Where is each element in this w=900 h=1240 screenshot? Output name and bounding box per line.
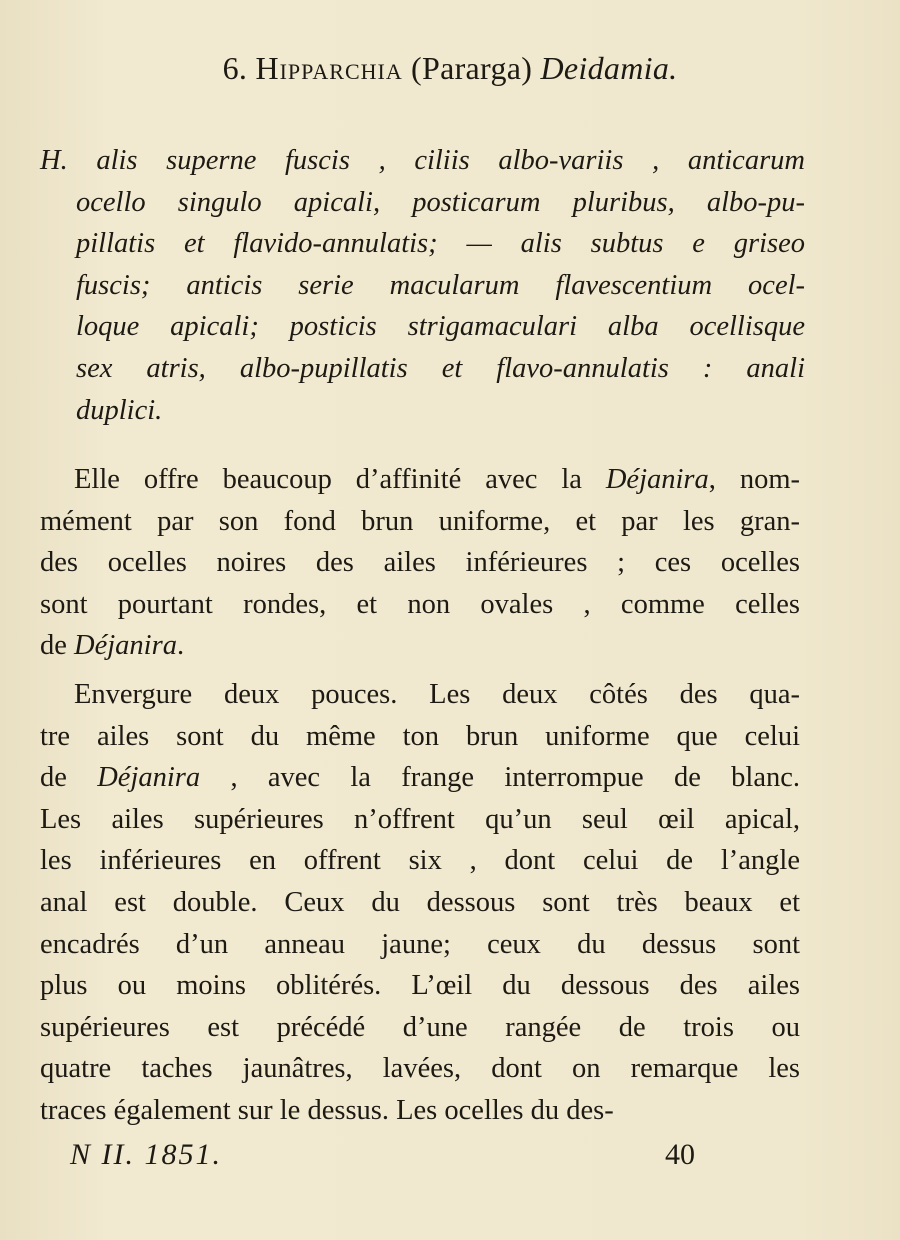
text-line — [40, 799, 800, 841]
text-segment: , nom- — [708, 464, 800, 495]
species-reference: Déjanira — [74, 630, 177, 662]
text-line — [40, 584, 800, 626]
text-segment: des ocelles noires des ailes inférieures ; ces ocelles — [40, 547, 800, 579]
text-line — [40, 965, 800, 1007]
text-line — [40, 1007, 800, 1049]
text-segment: traces également sur le dessus. Les ocelles du des- — [40, 1094, 614, 1126]
text-segment: Elle offre beaucoup d’affinité avec la — [74, 464, 606, 495]
text-segment: anal est double. Ceux du dessous sont très beaux et — [40, 886, 800, 918]
text-line — [40, 1048, 800, 1090]
text-segment: Envergure deux pouces. Les deux côtés des qua- — [74, 679, 800, 710]
text-segment: de — [40, 630, 75, 662]
species-heading — [0, 50, 900, 87]
latin-line: duplici. — [76, 394, 163, 426]
text-segment: , avec la frange interrompue de blanc. — [200, 762, 801, 794]
text-line — [40, 716, 800, 758]
species-number: 6. — [222, 50, 248, 86]
text-segment: plus ou moins oblitérés. L’œil du dessous des ailes — [40, 970, 800, 1002]
latin-line: H. alis superne fuscis , ciliis albo-variis , anticarum — [40, 145, 805, 176]
text-segment: les inférieures en offrent six , dont celui de l’angle — [40, 845, 800, 877]
text-line — [40, 501, 800, 543]
signature-mark: N II. 1851. — [70, 1138, 222, 1171]
species-name: Deidamia. — [540, 50, 678, 86]
latin-line: ocello singulo apicali, posticarum pluribus, albo-pu- — [76, 186, 805, 218]
latin-line: loque apicali; posticis strigamaculari alba ocellisque — [76, 311, 805, 343]
text-segment: sont pourtant rondes, et non ovales , comme celles — [40, 588, 800, 620]
text-segment: . — [176, 630, 185, 662]
text-line — [40, 757, 800, 799]
text-line — [40, 459, 800, 501]
text-line — [40, 1090, 800, 1132]
text-line — [40, 924, 800, 966]
text-line — [40, 674, 800, 716]
text-segment: quatre taches jaunâtres, lavées, dont on remarque les — [40, 1053, 800, 1085]
text-segment: supérieures est précédé d’une rangée de trois ou — [40, 1011, 800, 1043]
text-segment: de — [40, 762, 98, 794]
latin-line: sex atris, albo-pupillatis et flavo-annulatis : anali — [76, 352, 805, 384]
text-line — [40, 840, 800, 882]
text-segment: mément par son fond brun uniforme, et par les gran- — [40, 505, 800, 537]
text-segment: Les ailes supérieures n’offrent qu’un seul œil apical, — [40, 803, 800, 835]
description-paragraph-wings — [40, 674, 800, 1132]
latin-line: pillatis et flavido-annulatis; — alis subtus e griseo — [76, 228, 805, 260]
species-reference: Déjanira — [97, 762, 201, 794]
genus-name: Hipparchia — [255, 50, 403, 86]
text-segment: encadrés d’un anneau jaune; ceux du dessus sont — [40, 928, 800, 960]
text-line — [40, 882, 800, 924]
text-line — [40, 625, 800, 667]
page-number: 40 — [665, 1138, 695, 1171]
latin-line: fuscis; anticis serie macularum flavescentium ocel- — [76, 269, 805, 301]
description-paragraph-affinity — [40, 459, 800, 667]
text-line — [40, 542, 800, 584]
species-reference: Déjanira — [605, 464, 709, 495]
latin-diagnosis — [40, 140, 805, 431]
subgenus-name: (Pararga) — [411, 50, 533, 86]
text-segment: tre ailes sont du même ton brun uniforme que celui — [40, 720, 800, 752]
